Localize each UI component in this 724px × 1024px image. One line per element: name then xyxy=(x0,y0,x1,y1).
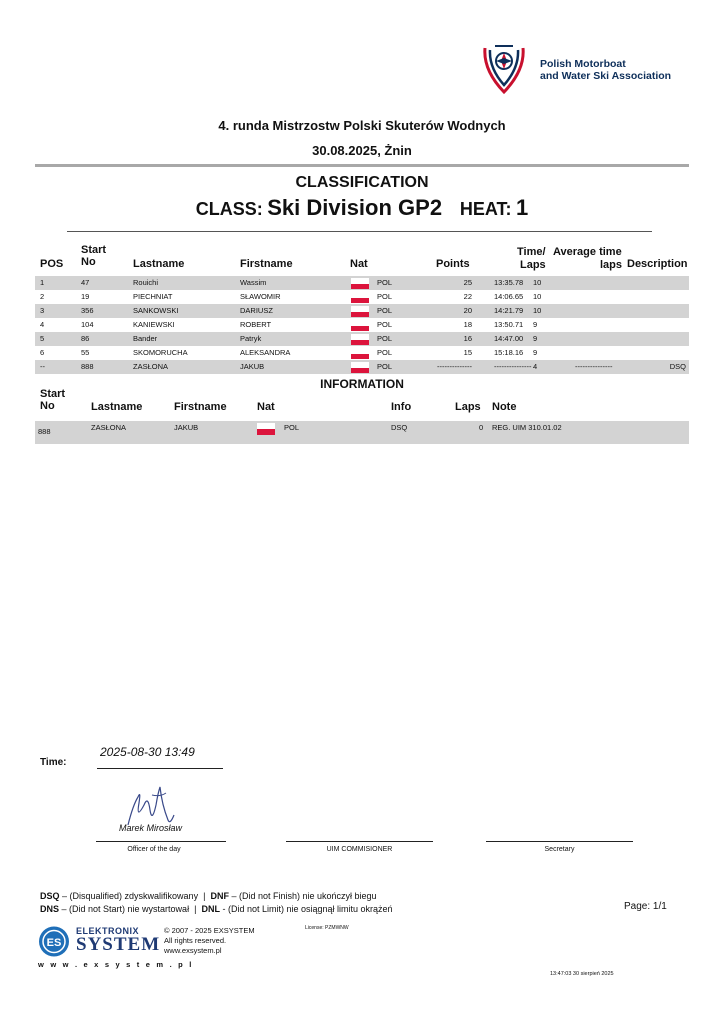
cell-points: 22 xyxy=(463,292,472,301)
cell-points: 20 xyxy=(463,306,472,315)
table-row xyxy=(35,360,689,374)
cell-pos: -- xyxy=(40,362,45,371)
col-description: Description xyxy=(627,258,688,270)
info-note: REG. UIM 310.01.02 xyxy=(492,423,562,432)
cell-firstname: JAKUB xyxy=(240,362,265,371)
class-heat-line xyxy=(0,195,724,221)
cell-firstname: SŁAWOMIR xyxy=(240,292,281,301)
org-name-line1: Polish Motorboat xyxy=(540,58,626,70)
cell-lastname: ZASŁONA xyxy=(133,362,169,371)
document-title: CLASSIFICATION xyxy=(295,174,429,191)
cell-start-no: 888 xyxy=(81,362,94,371)
cell-nat: POL xyxy=(377,334,393,343)
cell-points: 25 xyxy=(463,278,472,287)
flag-poland-icon xyxy=(351,306,369,317)
legend-line-1 xyxy=(40,890,393,903)
cell-laps: 10 xyxy=(533,292,542,301)
cell-lastname: PIECHNIAT xyxy=(133,292,173,301)
col-time: Time/ xyxy=(517,246,546,258)
col-average-laps: laps xyxy=(600,259,623,271)
cell-nat: POL xyxy=(377,320,393,329)
flag-poland-icon xyxy=(351,348,369,359)
cell-start-no: 55 xyxy=(81,348,90,357)
cell-firstname: Patryk xyxy=(240,334,262,343)
abbreviation-legend xyxy=(40,890,393,916)
cell-pos: 2 xyxy=(40,292,45,301)
header-divider xyxy=(35,164,689,167)
commissioner-signature-line xyxy=(286,841,433,842)
cell-points: 15 xyxy=(463,348,472,357)
cell-points: 18 xyxy=(463,320,472,329)
info-col-firstname: Firstname xyxy=(174,401,227,413)
flag-poland-icon xyxy=(351,362,369,373)
info-col-no: No xyxy=(40,400,55,412)
col-points: Points xyxy=(436,258,470,270)
rights-text: All rights reserved. xyxy=(164,936,227,945)
info-col-start: Start xyxy=(40,388,66,400)
cell-nat: POL xyxy=(377,306,393,315)
time-value: 2025-08-30 13:49 xyxy=(100,745,195,759)
flag-poland-icon xyxy=(351,320,369,331)
info-col-laps: Laps xyxy=(455,401,481,413)
info-col-nat: Nat xyxy=(257,401,275,413)
cell-laps: 10 xyxy=(533,306,542,315)
secretary-label: Secretary xyxy=(544,846,575,853)
legend-separator: | xyxy=(203,891,206,901)
cell-time: 15:18.16 xyxy=(494,348,524,357)
cell-start-no: 104 xyxy=(81,320,94,329)
heat-value: 1 xyxy=(515,195,529,220)
info-col-lastname: Lastname xyxy=(91,401,143,413)
exsystem-logo-icon xyxy=(37,925,72,958)
signer-name: Marek Mirosław xyxy=(119,823,183,833)
legend-dsq-text: – (Disqualified) zdyskwalifikowany xyxy=(59,891,199,901)
officer-signature-line xyxy=(96,841,226,842)
cell-firstname: DARIUSZ xyxy=(240,306,273,315)
col-average-time: Average time xyxy=(553,246,622,258)
legend-dsq-code: DSQ xyxy=(40,891,60,901)
cell-laps: 9 xyxy=(533,348,538,357)
officer-label: Officer of the day xyxy=(127,846,181,853)
legend-dnl-text: - (Did not Limit) nie osiągnął limitu okrążeń xyxy=(219,904,393,914)
info-firstname: JAKUB xyxy=(174,423,199,432)
cell-lastname: SKOMORUCHA xyxy=(133,348,188,357)
cell-pos: 5 xyxy=(40,334,45,343)
table-row xyxy=(35,290,689,304)
legend-dns-text: – (Did not Start) nie wystartował xyxy=(59,904,190,914)
info-nat: POL xyxy=(284,423,300,432)
flag-poland-icon xyxy=(351,334,369,345)
cell-points: -------------- xyxy=(437,362,472,371)
secretary-signature-line xyxy=(486,841,633,842)
col-nat: Nat xyxy=(350,258,368,270)
cell-time: 13:35.78 xyxy=(494,278,524,287)
legend-dns-code: DNS xyxy=(40,904,60,914)
information-title: INFORMATION xyxy=(320,377,404,391)
info-start-no: 888 xyxy=(38,427,51,436)
legend-line-2 xyxy=(40,903,393,916)
pzmwnw-logo xyxy=(481,44,527,96)
commissioner-label: UIM COMMISIONER xyxy=(326,846,393,853)
cell-nat: POL xyxy=(377,292,393,301)
cell-time: 14:21.79 xyxy=(494,306,524,315)
cell-time: --------------- xyxy=(494,362,532,371)
event-date: 30.08.2025, Żnin xyxy=(312,143,412,158)
info-laps: 0 xyxy=(479,423,484,432)
page-number: Page: 1/1 xyxy=(624,901,667,912)
time-label: Time: xyxy=(40,757,67,768)
legend-separator: | xyxy=(194,904,197,914)
info-info: DSQ xyxy=(391,423,408,432)
flag-poland-icon xyxy=(257,423,275,435)
exsystem-brand-top: ELEKTRONIX xyxy=(76,926,140,936)
cell-start-no: 356 xyxy=(81,306,94,315)
cell-laps: 9 xyxy=(533,334,538,343)
cell-time: 14:06.65 xyxy=(494,292,524,301)
cell-firstname: Wassim xyxy=(240,278,267,287)
col-no: No xyxy=(81,256,96,268)
table-row xyxy=(35,332,689,346)
exsystem-url-spaced: w w w . e x s y s t e m . p l xyxy=(38,960,194,969)
cell-start-no: 47 xyxy=(81,278,90,287)
cell-nat: POL xyxy=(377,278,393,287)
cell-nat: POL xyxy=(377,348,393,357)
cell-laps: 9 xyxy=(533,320,538,329)
license-text: License: PZMWNW xyxy=(305,925,349,931)
table-row xyxy=(35,346,689,360)
event-title: 4. runda Mistrzostw Polski Skuterów Wodnych xyxy=(218,118,506,133)
class-name: Ski Division GP2 xyxy=(267,195,443,220)
legend-dnf-code: DNF xyxy=(210,891,229,901)
cell-lastname: KANIEWSKI xyxy=(133,320,175,329)
cell-lastname: Bander xyxy=(133,334,158,343)
col-firstname: Firstname xyxy=(240,258,293,270)
cell-time: 14:47.00 xyxy=(494,334,524,343)
cell-pos: 6 xyxy=(40,348,45,357)
cell-average-time: --------------- xyxy=(575,362,613,371)
info-col-info: Info xyxy=(391,401,412,413)
copyright-block xyxy=(164,926,255,956)
col-laps: Laps xyxy=(520,259,546,271)
cell-time: 13:50.71 xyxy=(494,320,524,329)
info-col-note: Note xyxy=(492,401,517,413)
cell-points: 16 xyxy=(463,334,472,343)
table-row xyxy=(35,276,689,290)
cell-firstname: ALEKSANDRA xyxy=(240,348,291,357)
cell-pos: 4 xyxy=(40,320,45,329)
legend-dnf-text: – (Did not Finish) nie ukończył biegu xyxy=(228,891,377,901)
exsystem-brand-main: SYSTEM xyxy=(76,934,161,955)
info-lastname: ZASŁONA xyxy=(91,423,127,432)
col-start: Start xyxy=(81,244,107,256)
flag-poland-icon xyxy=(351,292,369,303)
print-timestamp: 13:47:03 30 sierpień 2025 xyxy=(550,971,614,977)
cell-pos: 1 xyxy=(40,278,45,287)
legend-dnl-code: DNL xyxy=(201,904,220,914)
flag-poland-icon xyxy=(351,278,369,289)
title-divider xyxy=(67,231,652,232)
heat-label: HEAT: xyxy=(459,199,512,219)
footer-url: www.exsystem.pl xyxy=(164,946,222,955)
cell-laps: 4 xyxy=(533,362,538,371)
svg-text:ES: ES xyxy=(46,937,62,949)
copyright-text: © 2007 - 2025 EXSYSTEM xyxy=(164,926,255,935)
cell-pos: 3 xyxy=(40,306,45,315)
organization-name xyxy=(540,58,690,82)
cell-start-no: 19 xyxy=(81,292,90,301)
cell-description: DSQ xyxy=(669,362,686,371)
org-name-line2: and Water Ski Association xyxy=(540,70,672,82)
class-label: CLASS: xyxy=(195,199,263,219)
col-lastname: Lastname xyxy=(133,258,185,270)
time-underline xyxy=(97,768,223,769)
cell-lastname: SANKOWSKI xyxy=(133,306,179,315)
cell-lastname: Rouichi xyxy=(133,278,159,287)
cell-nat: POL xyxy=(377,362,393,371)
table-row xyxy=(35,304,689,318)
cell-laps: 10 xyxy=(533,278,542,287)
cell-start-no: 86 xyxy=(81,334,90,343)
col-pos: POS xyxy=(40,258,64,270)
information-row xyxy=(35,421,689,444)
table-row xyxy=(35,318,689,332)
cell-firstname: ROBERT xyxy=(240,320,272,329)
